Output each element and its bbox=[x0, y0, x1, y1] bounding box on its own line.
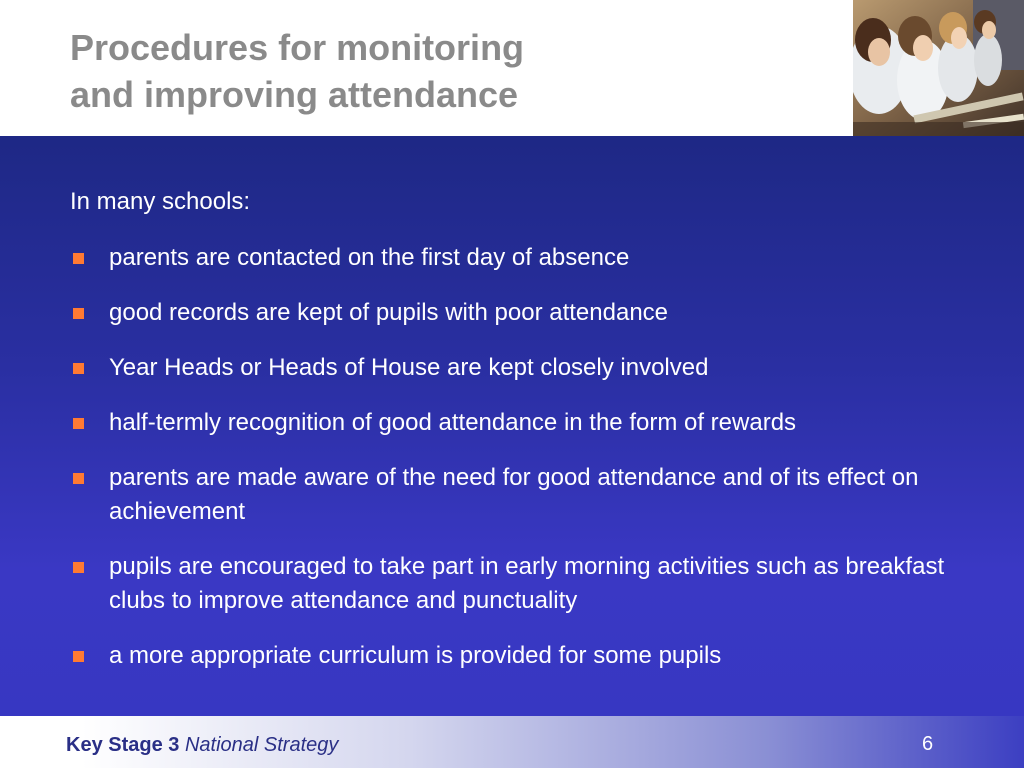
square-bullet-icon bbox=[73, 363, 84, 374]
bullet-text: good records are kept of pupils with poor attendance bbox=[109, 299, 669, 326]
square-bullet-icon bbox=[73, 562, 84, 573]
square-bullet-icon bbox=[73, 473, 84, 484]
square-bullet-icon bbox=[73, 651, 84, 662]
title-line-1: Procedures for monitoring bbox=[70, 27, 525, 68]
footer-brand-italic: National Strategy bbox=[184, 734, 339, 756]
bullet-item bbox=[70, 296, 970, 330]
bullet-text: parents are made aware of the need for good attendance and of its effect on achievement bbox=[109, 464, 919, 525]
footer-brand bbox=[66, 734, 338, 757]
intro-text: In many schools: bbox=[70, 188, 251, 215]
bullet-item bbox=[70, 639, 970, 673]
bullet-text: pupils are encouraged to take part in early morning activities such as breakfast clubs to improve attendance and punctuality bbox=[109, 553, 945, 614]
square-bullet-icon bbox=[73, 308, 84, 319]
slide-header bbox=[0, 0, 1024, 136]
bullet-list bbox=[70, 241, 970, 694]
page-number: 6 bbox=[922, 733, 934, 755]
bullet-item bbox=[70, 406, 970, 440]
slide-footer bbox=[0, 716, 1024, 768]
bullet-item bbox=[70, 461, 970, 529]
bullet-text: Year Heads or Heads of House are kept closely involved bbox=[109, 354, 709, 381]
square-bullet-icon bbox=[73, 418, 84, 429]
title-line-2: and improving attendance bbox=[70, 74, 519, 115]
bullet-item bbox=[70, 241, 970, 275]
bullet-text: parents are contacted on the first day of absence bbox=[109, 244, 630, 271]
bullet-text: a more appropriate curriculum is provided for some pupils bbox=[109, 642, 722, 669]
students-photo bbox=[853, 0, 1024, 136]
bullet-item bbox=[70, 351, 970, 385]
footer-brand-bold: Key Stage 3 bbox=[66, 734, 180, 756]
bullet-text: half-termly recognition of good attendance in the form of rewards bbox=[109, 409, 797, 436]
slide-content bbox=[0, 136, 1024, 716]
slide-title bbox=[70, 24, 524, 118]
bullet-item bbox=[70, 550, 970, 618]
square-bullet-icon bbox=[73, 253, 84, 264]
